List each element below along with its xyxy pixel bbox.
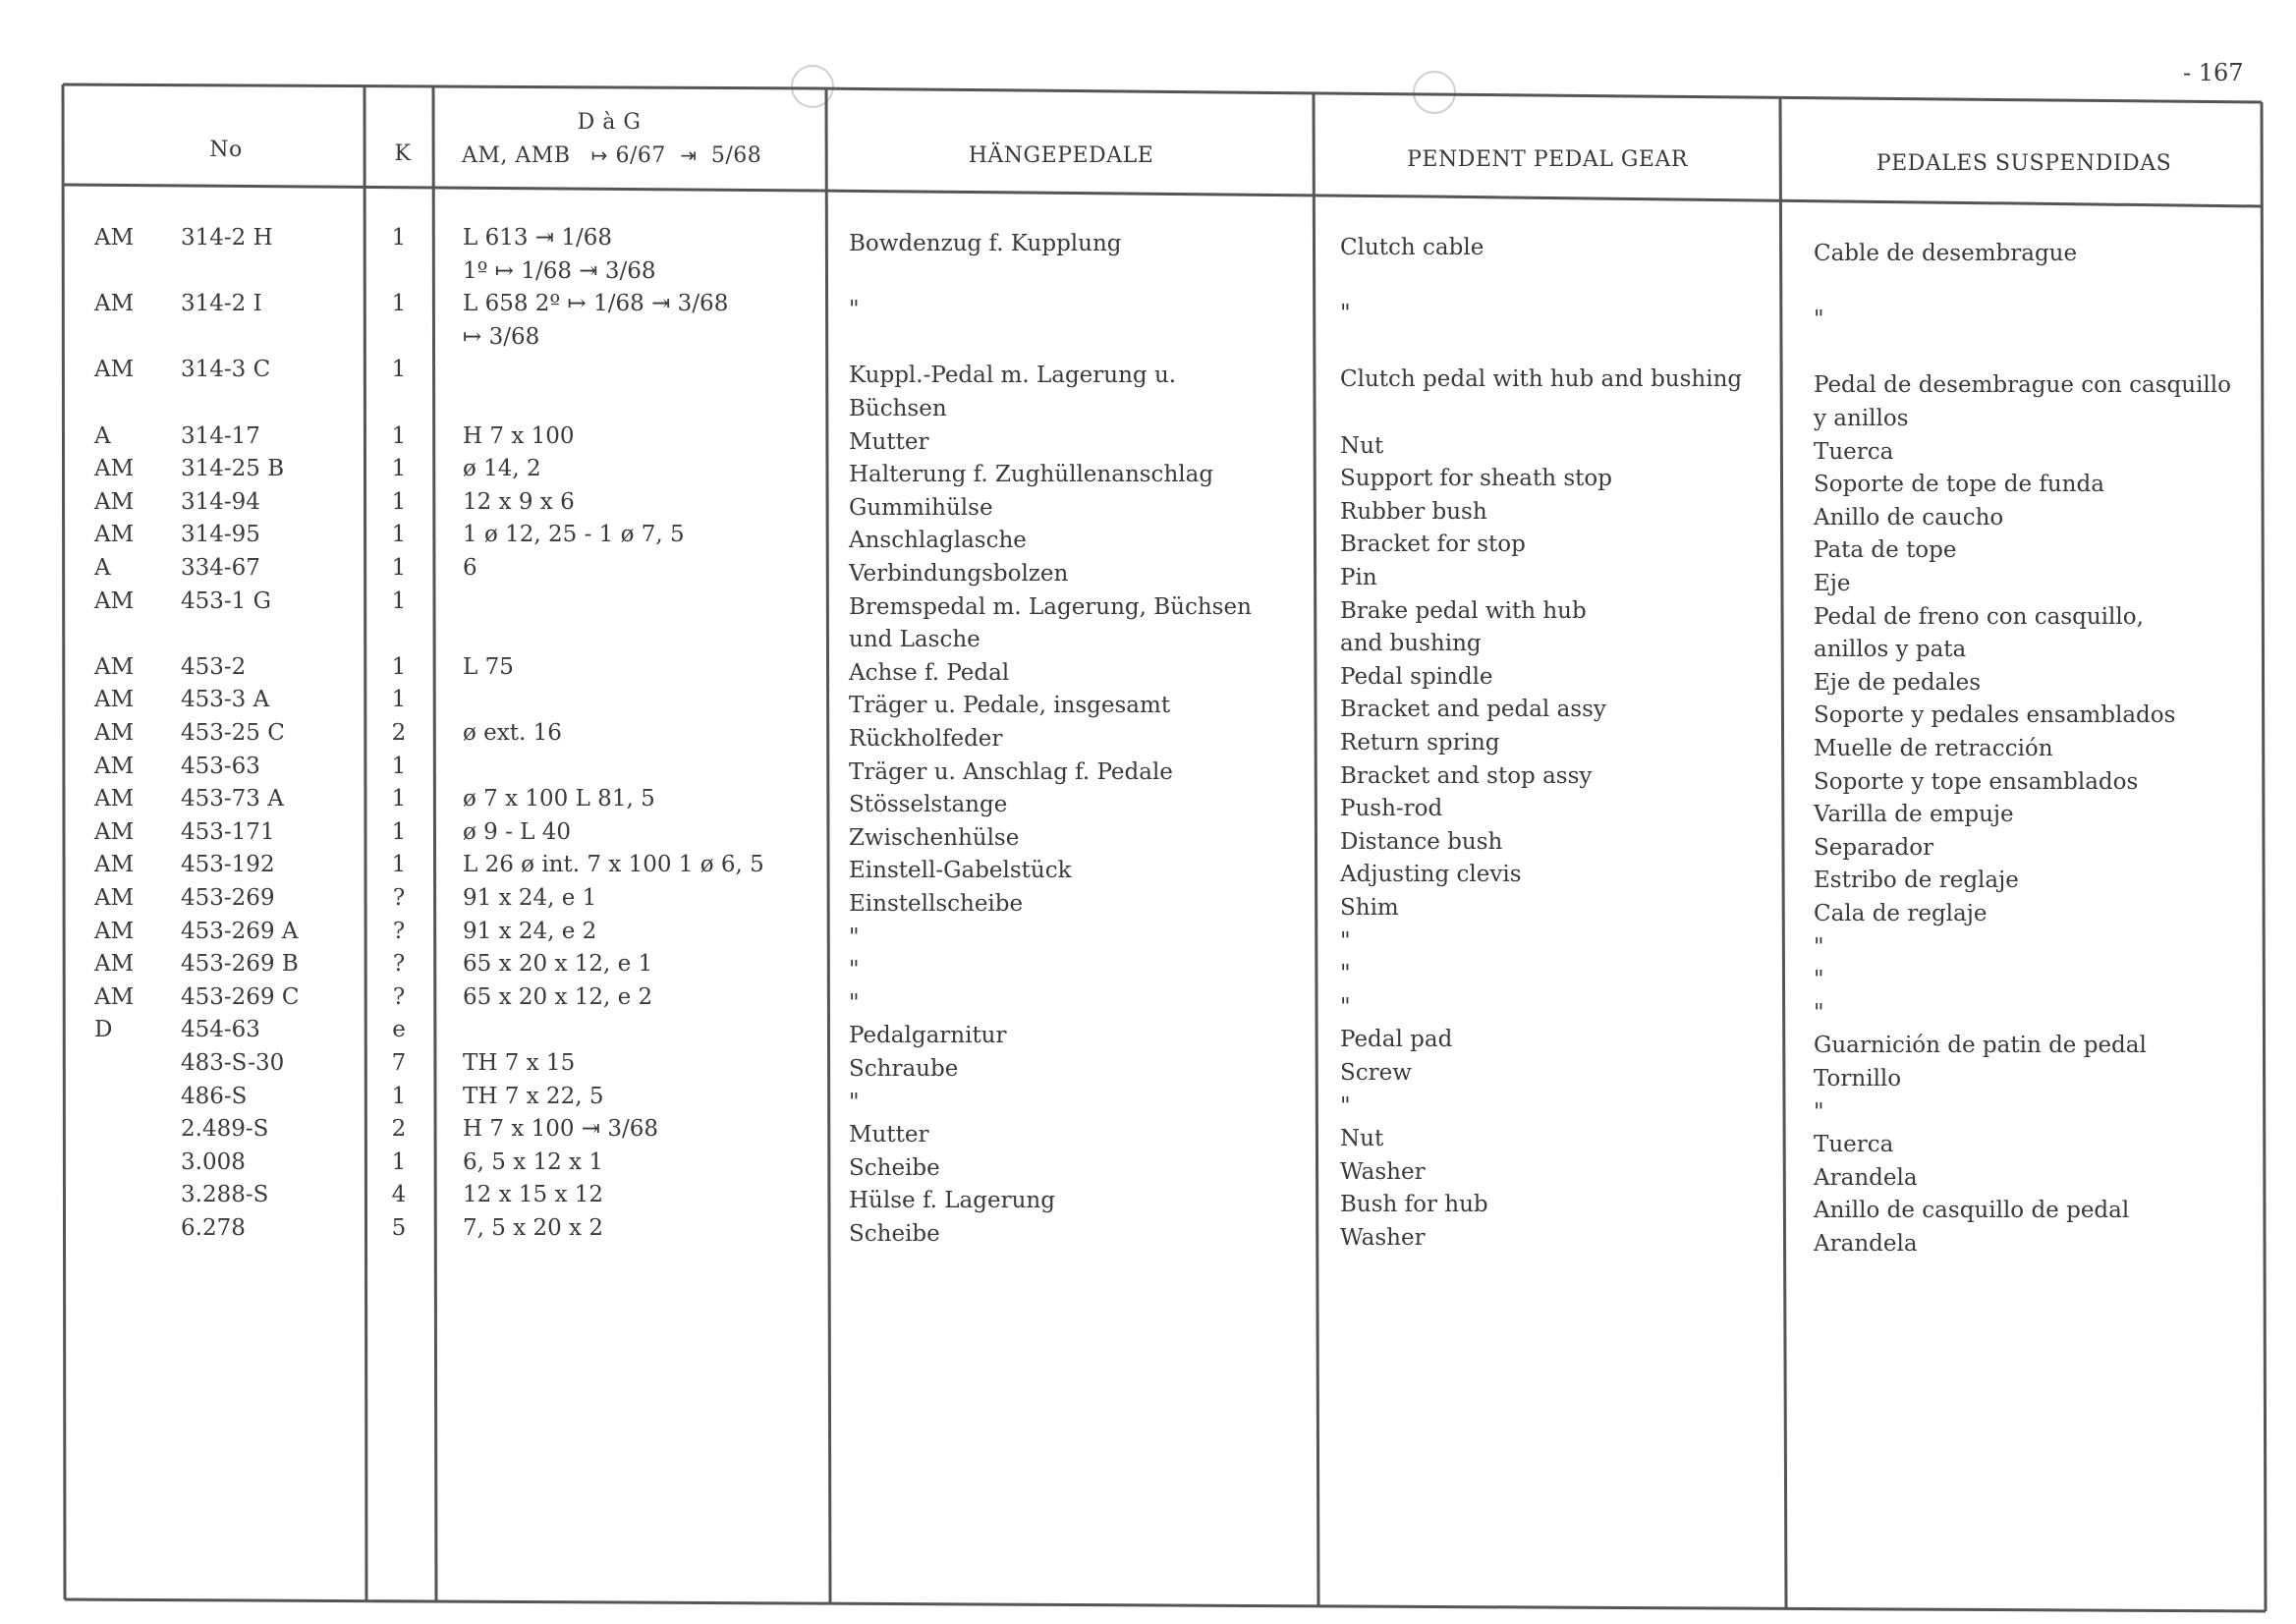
cell-de: "	[849, 924, 860, 950]
cell-en: Adjusting clevis	[1340, 862, 1522, 888]
cell-k: 1	[391, 422, 407, 449]
cell-pfx: AM	[94, 653, 135, 680]
cell-num: 483-S-30	[181, 1050, 285, 1076]
cell-k: 7	[391, 1050, 407, 1076]
cell-k: 1	[391, 456, 407, 482]
arrow-to-icon: ⇥	[673, 143, 704, 167]
cell-de: Einstell-Gabelstück	[849, 858, 1072, 884]
cell-num: 454-63	[181, 1017, 260, 1043]
cell-num: 6.278	[181, 1215, 246, 1241]
cell-de: Stösselstange	[849, 792, 1008, 818]
cell-pfx: AM	[94, 687, 135, 713]
cell-de: Scheibe	[849, 1221, 940, 1247]
cell-pfx: AM	[94, 983, 135, 1010]
cell-es: Arandela	[1814, 1164, 1918, 1191]
cell-de: Achse f. Pedal	[849, 659, 1010, 686]
cell-en: Support for sheath stop	[1340, 466, 1612, 492]
cell-num: 314-94	[181, 488, 260, 515]
cell-es: "	[1814, 967, 1824, 993]
cell-k: 1	[391, 225, 407, 251]
cell-de: Hülse f. Lagerung	[849, 1188, 1055, 1214]
cell-es: "	[1814, 307, 1824, 333]
cell-de: Kuppl.-Pedal m. Lagerung u.	[849, 363, 1177, 389]
cell-en: "	[1340, 1092, 1351, 1119]
cell-es: Arandela	[1814, 1231, 1918, 1257]
cell-k: 1	[391, 357, 407, 383]
cell-num: 453-2	[181, 653, 247, 680]
cell-num: 453-1 G	[181, 588, 271, 614]
cell-spec: 91 x 24, e 1	[463, 885, 597, 911]
cell-de: Zwischenhülse	[849, 824, 1020, 851]
cell-spec: 65 x 20 x 12, e 1	[463, 951, 653, 978]
cell-spec: H 7 x 100 ⇥ 3/68	[463, 1116, 659, 1143]
cell-num: 453-192	[181, 852, 275, 878]
cell-k: 1	[391, 291, 407, 317]
cell-spec: L 26 ø int. 7 x 100 1 ø 6, 5	[463, 852, 764, 878]
cell-es: Estribo de reglaje	[1814, 868, 2019, 894]
cell-num: 314-17	[181, 422, 260, 449]
cell-num: 453-171	[181, 818, 275, 845]
cell-de: Träger u. Pedale, insgesamt	[849, 693, 1171, 719]
cell-num: 453-269 A	[181, 918, 299, 944]
cell-pfx: AM	[94, 818, 135, 845]
cell-en: Washer	[1340, 1158, 1426, 1185]
cell-de: Mutter	[849, 428, 929, 455]
cell-es: Eje	[1814, 571, 1851, 596]
cell-k: 1	[391, 1083, 407, 1109]
cell-de: "	[849, 1089, 860, 1115]
cell-pfx: AM	[94, 786, 135, 812]
cell-en: Nut	[1340, 432, 1384, 459]
cell-pfx: AM	[94, 885, 135, 911]
cell-k: 1	[391, 488, 407, 515]
cell-k: 2	[391, 1116, 407, 1143]
header-dag-models: AM, AMB	[462, 143, 571, 168]
cell-es: Soporte y tope ensamblados	[1814, 768, 2139, 795]
cell-en: Clutch pedal with hub and bushing	[1340, 366, 1743, 393]
cell-es: y anillos	[1814, 406, 1909, 431]
cell-es: Anillo de caucho	[1814, 504, 2004, 531]
cell-k: 1	[391, 753, 407, 779]
cell-es: Cala de reglaje	[1814, 901, 1988, 926]
cell-de: Gummihülse	[849, 494, 993, 521]
cell-en: Rubber bush	[1340, 498, 1487, 525]
cell-k: 1	[391, 852, 407, 878]
cell-en: Clutch cable	[1340, 235, 1484, 260]
cell-de: "	[849, 989, 860, 1016]
cell-k: 1	[391, 1148, 407, 1175]
cell-num: 314-2 H	[181, 225, 273, 251]
cell-en: "	[1340, 961, 1351, 987]
cell-spec: ↦ 3/68	[463, 323, 540, 350]
cell-spec: 7, 5 x 20 x 2	[463, 1215, 603, 1241]
cell-de: Bremspedal m. Lagerung, Büchsen	[849, 593, 1252, 620]
cell-de: Verbindungsbolzen	[849, 561, 1069, 587]
cell-en: Pedal pad	[1340, 1027, 1453, 1053]
cell-k: ?	[392, 885, 406, 911]
cell-de: Pedalgarnitur	[849, 1023, 1007, 1049]
cell-en: Washer	[1340, 1225, 1426, 1251]
cell-num: 453-25 C	[181, 720, 285, 746]
cell-spec: 65 x 20 x 12, e 2	[463, 983, 653, 1010]
cell-pfx: AM	[94, 720, 135, 746]
cell-en: and bushing	[1340, 631, 1482, 657]
cell-k: 1	[391, 786, 407, 812]
cell-en: Shim	[1340, 895, 1399, 921]
cell-en: Push-rod	[1340, 796, 1443, 822]
header-dag-range	[462, 143, 761, 168]
cell-k: e	[392, 1017, 406, 1043]
cell-num: 453-73 A	[181, 786, 284, 812]
cell-k: 1	[391, 687, 407, 713]
cell-de: Einstellscheibe	[849, 891, 1024, 917]
cell-pfx: AM	[94, 488, 135, 515]
cell-spec: 1º ↦ 1/68 ⇥ 3/68	[463, 257, 656, 284]
cell-es: Guarnición de patin de pedal	[1814, 1033, 2147, 1059]
cell-es: "	[1814, 999, 1824, 1026]
cell-es: Varilla de empuje	[1814, 802, 2014, 828]
cell-en: "	[1340, 927, 1351, 954]
cell-spec: ø 7 x 100 L 81, 5	[463, 786, 655, 812]
cell-spec: ø ext. 16	[463, 720, 562, 746]
cell-num: 453-269 B	[181, 951, 299, 978]
cell-en: Bracket and stop assy	[1340, 762, 1593, 789]
cell-es: anillos y pata	[1814, 637, 1967, 663]
cell-num: 453-3 A	[181, 687, 270, 713]
cell-es: Tornillo	[1814, 1066, 1902, 1092]
cell-es: Pedal de freno con casquillo,	[1814, 603, 2144, 630]
cell-de: Schraube	[849, 1056, 959, 1082]
cell-k: 1	[391, 653, 407, 680]
cell-es: Eje de pedales	[1814, 669, 1982, 696]
cell-es: Anillo de casquillo de pedal	[1814, 1198, 2130, 1224]
cell-en: Bracket for stop	[1340, 532, 1526, 558]
cell-spec: L 613 ⇥ 1/68	[463, 225, 613, 251]
cell-num: 453-63	[181, 753, 260, 779]
cell-num: 314-25 B	[181, 456, 285, 482]
cell-en: "	[1340, 301, 1351, 327]
header-dag-to: 5/68	[710, 143, 762, 168]
cell-k: ?	[392, 951, 406, 978]
cell-en: Brake pedal with hub	[1340, 597, 1587, 624]
cell-spec: 91 x 24, e 2	[463, 918, 597, 944]
cell-de: Büchsen	[849, 396, 947, 421]
cell-spec: L 658 2º ↦ 1/68 ⇥ 3/68	[463, 291, 729, 317]
cell-k: 1	[391, 818, 407, 845]
cell-es: "	[1814, 1098, 1824, 1125]
cell-en: Return spring	[1340, 730, 1500, 756]
cell-k: ?	[392, 918, 406, 944]
cell-de: "	[849, 957, 860, 983]
cell-es: Tuerca	[1814, 1132, 1894, 1158]
cell-num: 3.288-S	[181, 1182, 269, 1208]
cell-k: 1	[391, 588, 407, 614]
cell-es: Soporte y pedales ensamblados	[1814, 702, 2176, 729]
cell-de: und Lasche	[849, 627, 980, 653]
cell-de: Träger u. Anschlag f. Pedale	[849, 758, 1173, 785]
cell-en: Bush for hub	[1340, 1192, 1488, 1218]
header-dag-top: D à G	[577, 110, 642, 135]
arrow-from-icon: ↦	[577, 143, 608, 167]
cell-spec: 12 x 9 x 6	[463, 488, 575, 515]
cell-es: Tuerca	[1814, 438, 1894, 465]
cell-es: Muelle de retracción	[1814, 736, 2053, 761]
cell-pfx: AM	[94, 291, 135, 317]
cell-spec: 6	[463, 555, 477, 581]
cell-num: 2.489-S	[181, 1116, 269, 1143]
cell-num: 314-2 I	[181, 291, 262, 317]
header-no: No	[209, 138, 243, 162]
cell-num: 334-67	[181, 555, 260, 581]
cell-en: Screw	[1340, 1060, 1412, 1086]
cell-de: Anschlaglasche	[849, 528, 1027, 554]
cell-num: 453-269	[181, 885, 275, 911]
cell-k: 5	[391, 1215, 407, 1241]
cell-num: 3.008	[181, 1148, 246, 1175]
cell-spec: H 7 x 100	[463, 422, 575, 449]
cell-num: 314-95	[181, 522, 260, 548]
cell-k: ?	[392, 983, 406, 1010]
cell-num: 486-S	[181, 1083, 248, 1109]
cell-es: "	[1814, 933, 1824, 960]
cell-spec: L 75	[463, 653, 514, 680]
cell-spec: TH 7 x 15	[463, 1050, 576, 1076]
cell-spec: 12 x 15 x 12	[463, 1182, 603, 1208]
cell-es: Pata de tope	[1814, 537, 1957, 564]
page-number: - 167	[2183, 59, 2244, 86]
cell-en: "	[1340, 993, 1351, 1020]
cell-en: Distance bush	[1340, 828, 1503, 855]
cell-es: Cable de desembrague	[1814, 241, 2078, 266]
cell-pfx: AM	[94, 456, 135, 482]
cell-spec: ø 9 - L 40	[463, 818, 572, 845]
header-es: PEDALES SUSPENDIDAS	[1876, 151, 2172, 176]
cell-pfx: AM	[94, 357, 135, 383]
cell-pfx: AM	[94, 225, 135, 251]
cell-es: Pedal de desembrague con casquillo	[1814, 372, 2231, 399]
cell-pfx: AM	[94, 951, 135, 978]
cell-pfx: AM	[94, 753, 135, 779]
cell-spec: 1 ø 12, 25 - 1 ø 7, 5	[463, 522, 685, 548]
cell-de: Scheibe	[849, 1154, 940, 1181]
cell-en: Nut	[1340, 1126, 1384, 1152]
cell-pfx: AM	[94, 588, 135, 614]
cell-de: "	[849, 297, 860, 323]
cell-pfx: D	[94, 1017, 113, 1043]
cell-k: 1	[391, 522, 407, 548]
cell-es: Soporte de tope de funda	[1814, 472, 2104, 498]
header-k: K	[394, 141, 412, 166]
header-en: PENDENT PEDAL GEAR	[1407, 147, 1688, 172]
cell-k: 1	[391, 555, 407, 581]
cell-k: 4	[391, 1182, 407, 1208]
cell-de: Halterung f. Zughüllenanschlag	[849, 462, 1214, 488]
cell-spec: 6, 5 x 12 x 1	[463, 1148, 603, 1175]
cell-pfx: AM	[94, 852, 135, 878]
cell-spec: TH 7 x 22, 5	[463, 1083, 604, 1109]
cell-en: Pin	[1340, 565, 1377, 590]
cell-en: Bracket and pedal assy	[1340, 697, 1606, 723]
cell-es: Separador	[1814, 834, 1934, 861]
cell-pfx: A	[94, 422, 111, 449]
cell-k: 2	[391, 720, 407, 746]
cell-pfx: A	[94, 555, 111, 581]
cell-spec: ø 14, 2	[463, 456, 541, 482]
cell-de: Rückholfeder	[849, 726, 1003, 752]
cell-de: Mutter	[849, 1122, 929, 1148]
header-de: HÄNGEPEDALE	[968, 143, 1154, 168]
header-dag-from: 6/67	[615, 143, 666, 168]
cell-en: Pedal spindle	[1340, 663, 1493, 690]
cell-pfx: AM	[94, 522, 135, 548]
cell-de: Bowdenzug f. Kupplung	[849, 231, 1122, 256]
cell-num: 453-269 C	[181, 983, 300, 1010]
cell-num: 314-3 C	[181, 357, 271, 383]
cell-pfx: AM	[94, 918, 135, 944]
